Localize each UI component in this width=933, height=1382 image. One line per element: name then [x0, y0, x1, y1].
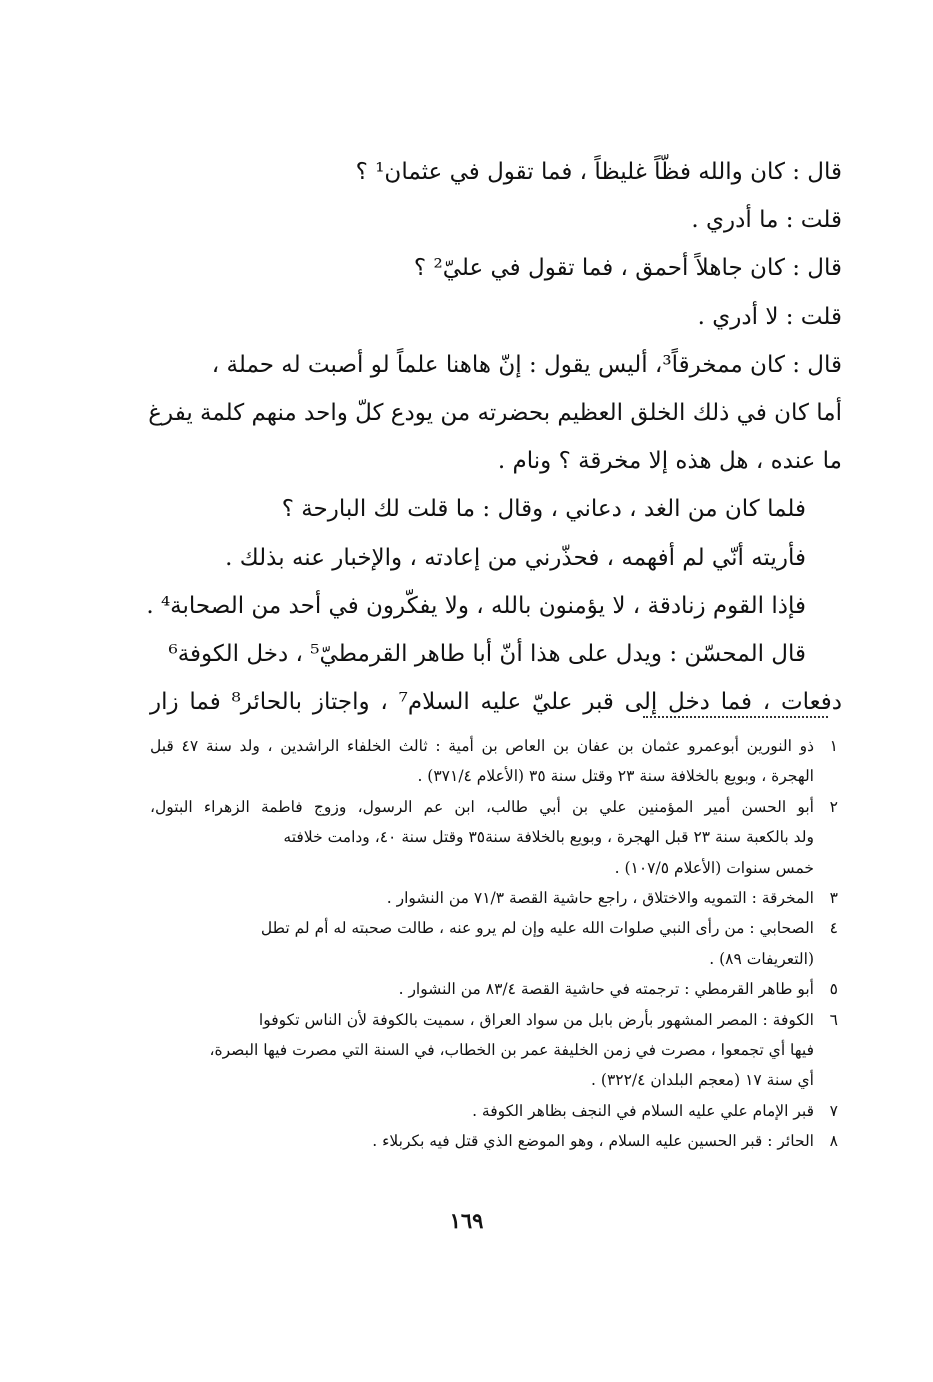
page-number: ١٦٩ [449, 1208, 484, 1233]
footnote-line [150, 974, 838, 1004]
footnote-text: المخرقة : التمويه والاختلاق ، راجع حاشية القصة ٧١/٣ من النشوار . [386, 888, 814, 907]
text-line: قلت : لا أدري . [697, 303, 842, 330]
footnotes [150, 731, 838, 1156]
footnote-separator [643, 716, 828, 718]
footnote-number: ٢ [829, 797, 838, 816]
footnote-line [150, 1096, 838, 1126]
text-line: قال المحسّن : ويدل على هذا أنّ أبا طاهر القرمطيّ⁵ ، دخل الكوفة⁶ [168, 640, 806, 667]
text-line: قال : كان والله فظّاً غليظاً ، فما تقول في عثمان¹ ؟ [355, 159, 842, 185]
footnote-text: قبر الإمام علي عليه السلام في النجف بظاهر الكوفة . [472, 1101, 814, 1120]
footnote-line [150, 822, 838, 852]
footnote-number: ٧ [829, 1101, 838, 1120]
footnote-line [150, 944, 838, 974]
text-line: قال : كان جاهلاً أحمق ، فما تقول في عليّ² ؟ [413, 255, 842, 282]
footnote-line [150, 792, 838, 822]
footnote-text: فيها أي تجمعوا ، مصرت في زمن الخليفة عمر بن الخطاب، في السنة التي مصرت فيها البصرة، [209, 1040, 814, 1059]
footnote-line [150, 1005, 838, 1035]
footnote-text: الكوفة : المصر المشهور بأرض بابل من سواد العراق ، سميت بالكوفة لأن الناس تكوفوا [258, 1010, 814, 1029]
main-text [146, 148, 842, 726]
footnote-number: ٥ [829, 980, 838, 999]
text-line: قلت : ما أدري . [691, 207, 842, 234]
footnote-number: ٤ [829, 919, 838, 938]
footnote-text: الحائر : قبر الحسين عليه السلام ، وهو الموضع الذي قتل فيه بكربلاء . [372, 1132, 814, 1151]
footnote-text: أبو الحسن أمير المؤمنين علي بن أبي طالب، ابن عم الرسول، وزوج فاطمة الزهراء البتول، [150, 797, 814, 816]
footnote-line [150, 1126, 838, 1156]
text-line: فلما كان من الغد ، دعاني ، وقال : ما قلت لك البارحة ؟ [281, 496, 806, 523]
text-line: فإذا القوم زنادقة ، لا يؤمنون بالله ، ولا يفكّرون في أحد من الصحابة⁴ . [146, 592, 806, 619]
footnote-text: ذو النورين أبوعمرو عثمان بن عفان بن العاص بن أمية : ثالث الخلفاء الراشدين ، ولد سنة ٤٧ قبل [150, 737, 814, 755]
footnote-text: أبو طاهر القرمطي : ترجمته في حاشية القصة ٨٣/٤ من النشوار . [398, 980, 814, 999]
footnote-number: ٦ [829, 1010, 838, 1029]
footnote-text: ولد بالكعبة سنة ٢٣ قبل الهجرة ، وبويع بالخلافة سنة٣٥ وقتل سنة ٤٠، ودامت خلافته [283, 828, 814, 847]
footnote-text: أي سنة ١٧ (معجم البلدان ٣٢٢/٤) . [591, 1071, 814, 1090]
footnote-line [150, 853, 838, 883]
text-line: فأريته أنّي لم أفهمه ، فحذّرني من إعادته ، والإخبار عنه بذلك . [225, 544, 806, 571]
footnote-text: الهجرة ، وبويع بالخلافة سنة ٢٣ وقتل سنة ٣٥ (الأعلام ٣٧١/٤) . [417, 767, 814, 786]
footnote-line [150, 731, 838, 761]
footnote-number: ٨ [829, 1132, 838, 1151]
text-line: أما كان في ذلك الخلق العظيم بحضرته من يودع كلّ واحد منهم كلمة يفرغ [148, 399, 842, 426]
footnote-line [150, 761, 838, 791]
text-line: دفعات ، فما دخل إلى قبر عليّ عليه السلام⁷ ، واجتاز بالحائر⁸ فما زار [150, 689, 842, 716]
text-line: ما عنده ، هل هذه إلا مخرقة ؟ ونام . [497, 448, 842, 475]
text-line: قال : كان ممخرقاً³، أليس يقول : إنّ هاهنا علماً لو أصبت له حملة ، [211, 351, 842, 378]
footnote-text: خمس سنوات (الأعلام ١٠٧/٥) . [614, 858, 814, 877]
footnote-line [150, 1065, 838, 1095]
footnote-line [150, 1035, 838, 1065]
footnote-line [150, 913, 838, 943]
footnote-text: (التعريفات ٨٩) . [709, 949, 814, 968]
footnote-number: ١ [829, 737, 838, 755]
footnote-number: ٣ [829, 888, 838, 907]
footnote-line [150, 883, 838, 913]
footnote-text: الصحابي : من رأى النبي صلوات الله عليه وإن لم يرو عنه ، طالت صحبته له أم لم تطل [260, 919, 814, 938]
